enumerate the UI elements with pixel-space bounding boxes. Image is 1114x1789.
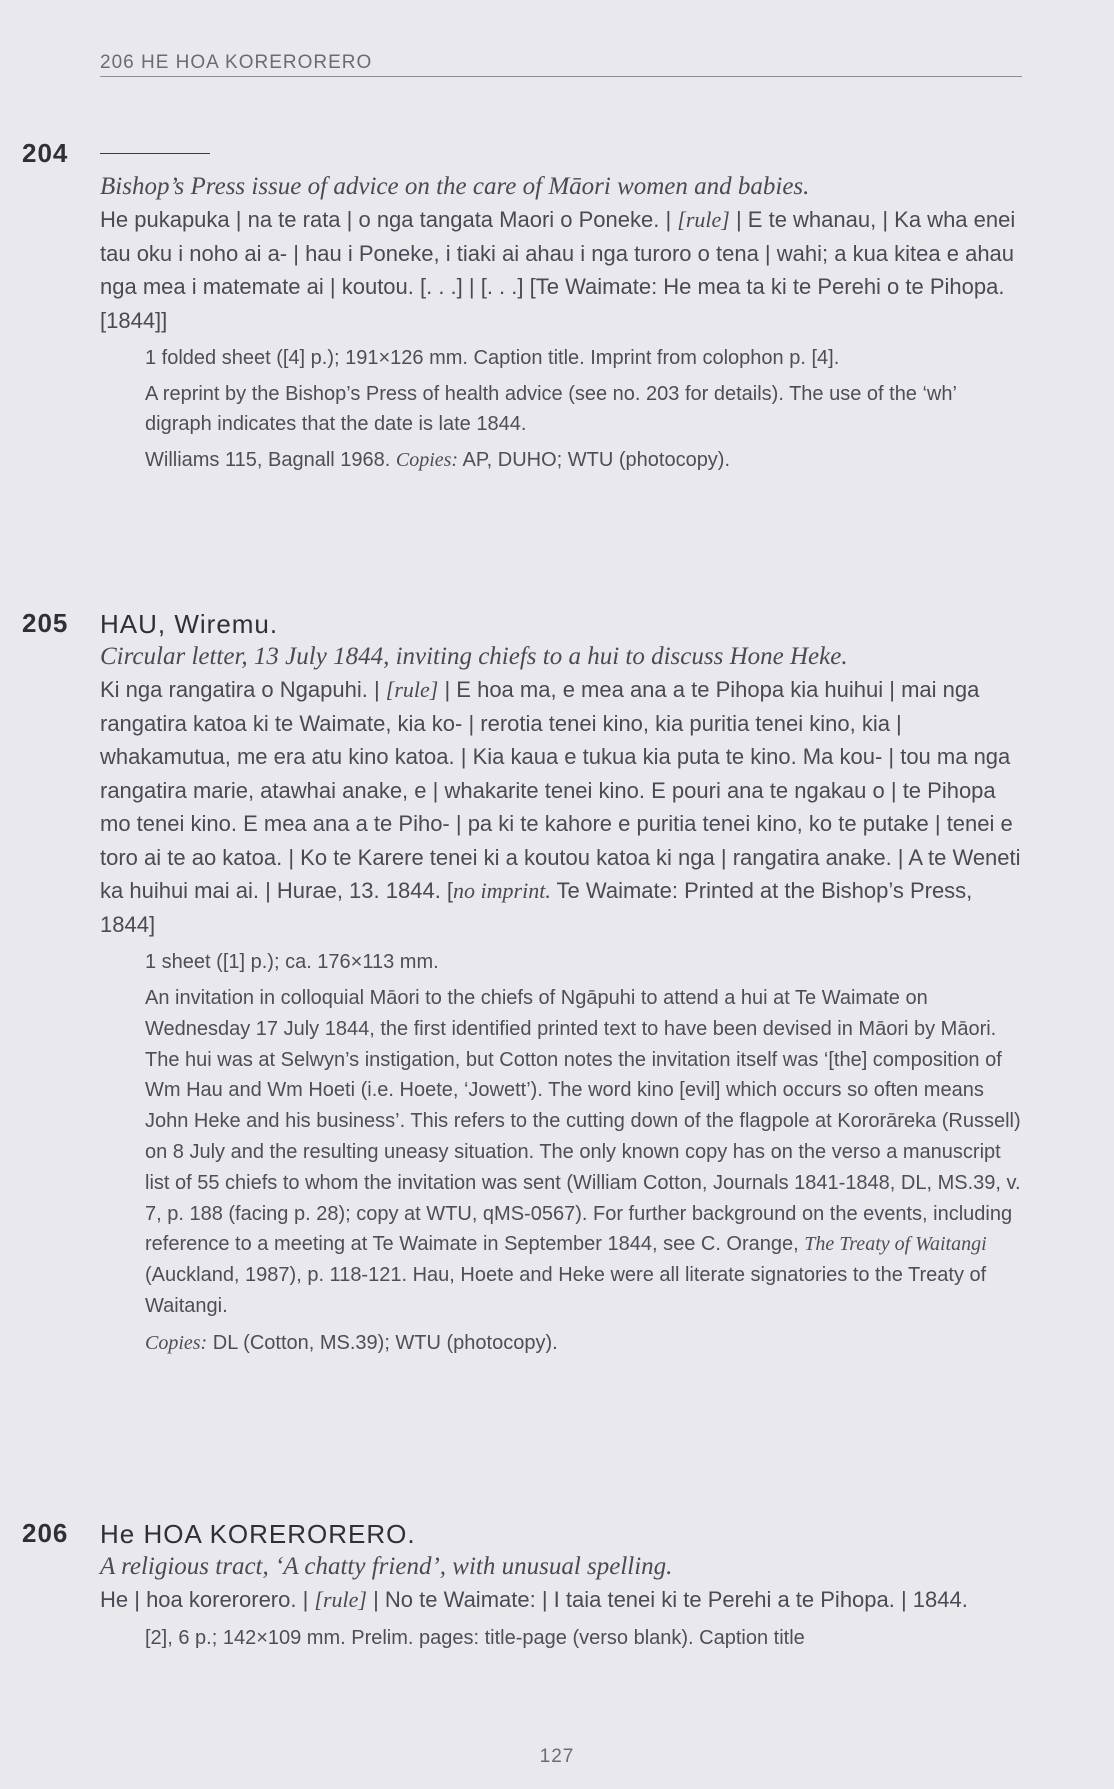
note-text: An invitation in colloquial Māori to the chiefs of Ngāpuhi to attend a hui at Te Waimate on Wednesday 17 July 1844, the first identified printed text to have been devised in Māori by Māori. The hui was at Selwyn’s instigation, but Cotton notes the invitation itself was ‘[the] composition of Wm Hau and Wm Hoeti (i.e. Hoete, ‘Jowett’). The word kino [evil] which occurs so often means John Heke and his business’. This refers to the cutting down of the flagpole at Kororāreka (Russell) on 8 July and the resulting uneasy situation. The only known copy has on the verso a manuscript list of 55 chiefs to whom the invitation was sent (William Cotton, Journals 1841-1848, DL, MS.39, v. 7, p. 188 (facing p. 28); copy at WTU, qMS-0567). For further background on the events, including reference to a meeting at Te Waimate in September 1844, see C. Orange, <box>145 987 1021 1256</box>
transcript-text: He pukapuka | na te rata | o nga tangata Maori o Poneke. | <box>100 207 678 232</box>
entry-206 <box>22 1518 1022 1653</box>
transcript-text: Te Waimate: Printed at the Bishop’s Press, 1844] <box>100 878 973 937</box>
cited-title: The Treaty of Waitangi <box>804 1233 987 1256</box>
entry-204 <box>22 138 1022 475</box>
entry-note <box>145 983 1022 1322</box>
rule-mark: [rule] <box>385 677 439 702</box>
references <box>145 445 1022 475</box>
copies-label: Copies: <box>145 1331 208 1354</box>
copies <box>145 1328 1022 1358</box>
entry-205 <box>22 608 1022 1358</box>
refs-text: Williams 115, Bagnall 1968. <box>145 449 396 471</box>
entry-number: 206 <box>22 1518 69 1548</box>
copies-label: Copies: <box>395 449 459 471</box>
entry-heading: HAU, Wiremu. <box>100 609 279 639</box>
title-transcription <box>100 203 1022 337</box>
entry-subtitle: A religious tract, ‘A chatty friend’, with unusual spelling. <box>100 1553 673 1580</box>
entry-heading <box>100 138 1022 170</box>
entry-subtitle: Bishop’s Press issue of advice on the care of Māori women and babies. <box>100 173 810 200</box>
note-text: (Auckland, 1987), p. 118-121. Hau, Hoete and Heke were all literate signatories to the Treaty of Waitangi. <box>145 1264 987 1317</box>
transcript-text: Ki nga rangatira o Ngapuhi. | <box>100 677 386 702</box>
entry-body <box>100 1518 1022 1653</box>
transcript-text: | No te Waimate: | I taia tenei ki te Perehi a te Pihopa. | 1844. <box>366 1587 968 1612</box>
page-number: 127 <box>539 1746 575 1767</box>
entry-heading: He HOA KORERORERO. <box>100 1519 416 1549</box>
physical-description: [2], 6 p.; 142×109 mm. Prelim. pages: title-page (verso blank). Caption title <box>145 1626 805 1649</box>
transcript-text: He | hoa korerorero. | <box>100 1587 315 1612</box>
entry-subtitle: Circular letter, 13 July 1844, inviting chiefs to a hui to discuss Hone Heke. <box>100 643 848 670</box>
copies-text: DL (Cotton, MS.39); WTU (photocopy). <box>207 1331 558 1354</box>
transcript-text: | E te whanau, | Ka wha enei tau oku i noho ai a- | hau i Poneke, i tiaki ai ahau i nga turoro o tena | wahi; a kua kitea e ahau nga mea i matemate ai | koutou. [. . .] | [. . .] [Te Waimate: He mea ta ki te Perehi o te Pihopa. [1844]] <box>100 207 1016 333</box>
heading-dash <box>100 153 210 154</box>
physical-description: 1 folded sheet ([4] p.); 191×126 mm. Caption title. Imprint from colophon p. [4]. <box>145 347 840 369</box>
running-head: 206 HE HOA KORERORERO <box>100 52 1022 77</box>
entry-body <box>100 608 1022 1358</box>
copies-text: AP, DUHO; WTU (photocopy). <box>458 449 731 471</box>
entry-note: A reprint by the Bishop’s Press of health advice (see no. 203 for details). The use of the ‘wh’ digraph indicates that the date is late 1844. <box>145 383 957 435</box>
title-transcription <box>100 673 1022 941</box>
rule-mark: [rule] <box>677 207 730 232</box>
physical-description: 1 sheet ([1] p.); ca. 176×113 mm. <box>145 951 439 973</box>
entry-number: 205 <box>22 608 69 638</box>
entry-number: 204 <box>22 138 69 168</box>
rule-mark: [rule] <box>314 1587 367 1612</box>
title-transcription <box>100 1583 1022 1617</box>
no-imprint-mark: no imprint. <box>453 878 551 903</box>
entry-body <box>100 138 1022 475</box>
transcript-text: | E hoa ma, e mea ana a te Pihopa kia huihui | mai nga rangatira katoa ki te Waimate, kia ko- | rerotia tenei kino, kia puritia tenei kino, kia | whakamutua, me era atu kino katoa. | Kia kaua e tukua kia puta te kino. Ma kou- | tou ma nga rangatira marie, atawhai anake, e | whakarite tenei kino. E pouri ana te ngakau o | te Pihopa mo tenei kino. E mea ana a te Piho- | pa ki te kahore e puritia tenei kino, ko te putake | tenei e toro ai te ao katoa. | Ko te Karere tenei ki a koutou katoa ki nga | rangatira anake. | A te Weneti ka huihui mai ai. | Hurae, 13. 1844. [ <box>100 677 1021 903</box>
